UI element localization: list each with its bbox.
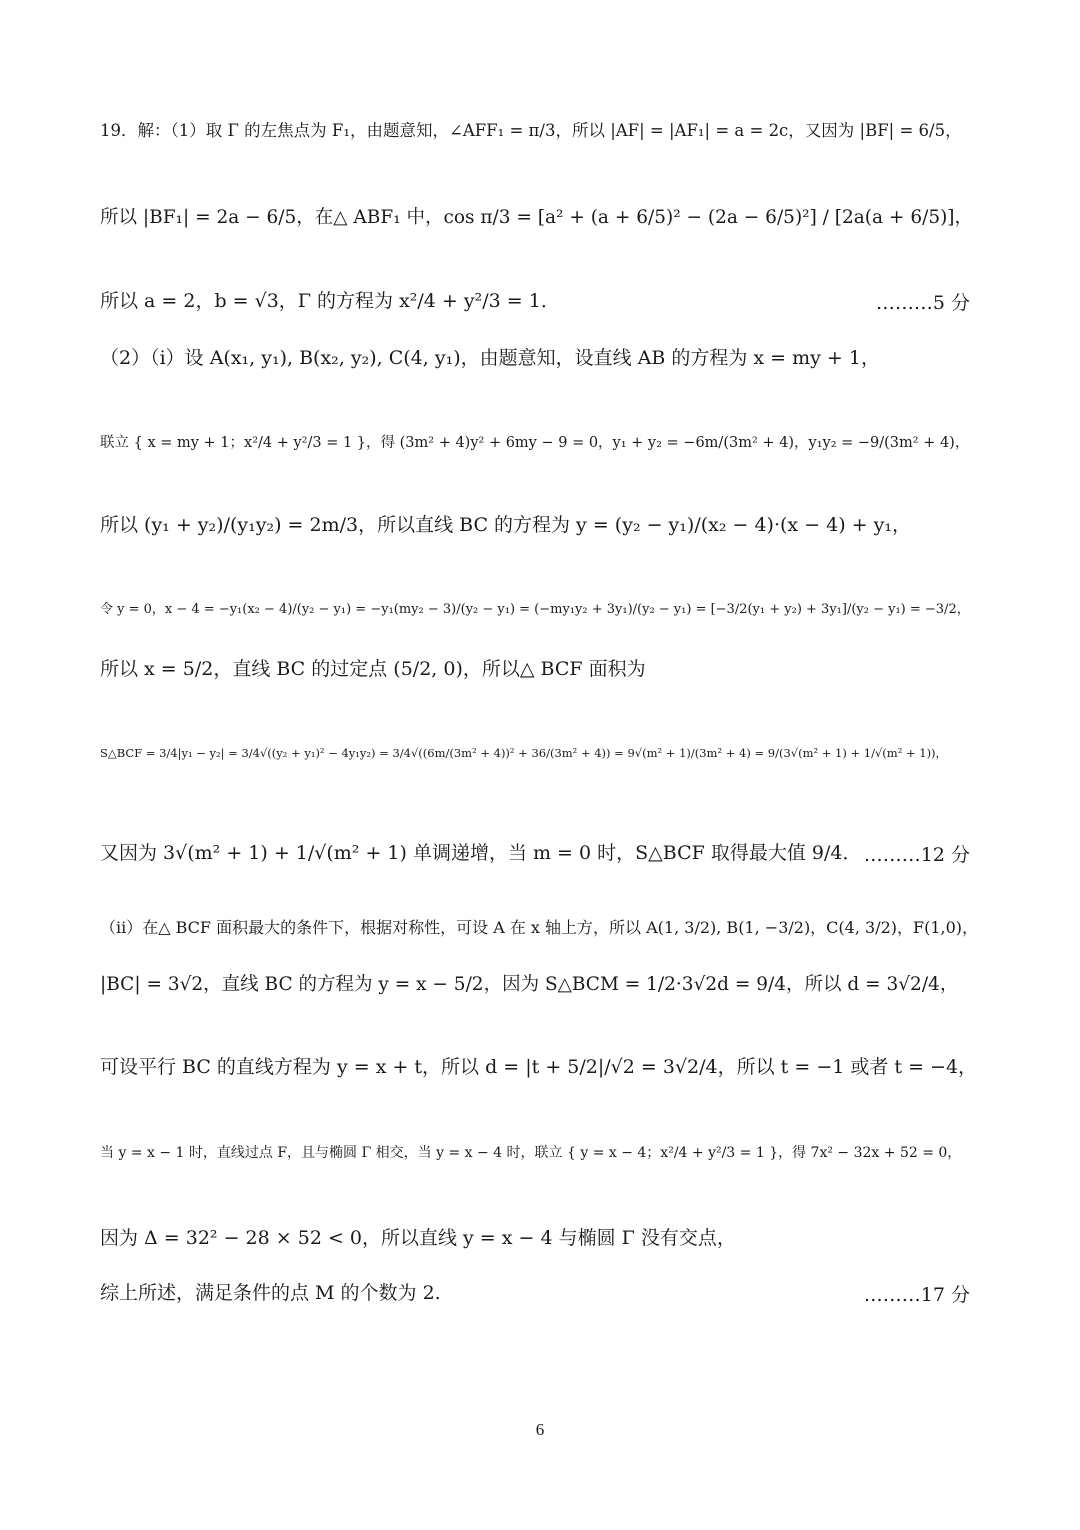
solution-line-6: 所以 (y₁ + y₂)/(y₁y₂) = 2m/3，所以直线 BC 的方程为 y = (y₂ − y₁)/(x₂ − 4)·(x − 4) + y₁， [100, 514, 911, 536]
solution-line-13: 可设平行 BC 的直线方程为 y = x + t，所以 d = |t + 5/2|/√2 = 3√2/4，所以 t = −1 或者 t = −4， [100, 1056, 978, 1078]
solution-line-12: |BC| = 3√2，直线 BC 的方程为 y = x − 5/2，因为 S△BCM = 1/2·3√2d = 9/4，所以 d = 3√2/4， [100, 974, 959, 995]
solution-line-8: 所以 x = 5/2，直线 BC 的过定点 (5/2, 0)，所以△ BCF 面积为 [100, 658, 646, 680]
solution-line-3: 所以 a = 2，b = √3，Γ 的方程为 x²/4 + y²/3 = 1． [100, 290, 560, 312]
score-mark-5: ………5 分 [875, 292, 970, 314]
score-mark-17: ………17 分 [863, 1284, 970, 1306]
solution-line-9: S△BCF = 3/4|y₁ − y₂| = 3/4√((y₂ + y₁)² − 4y₁y₂) = 3/4√((6m/(3m² + 4))² + 36/(3m² + 4)) = 9√(m² + 1)/(3m² + 4) = 9/(3√(m² + 1) + 1/√(m² + 1))， [100, 746, 948, 760]
solution-line-15: 因为 Δ = 32² − 28 × 52 < 0，所以直线 y = x − 4 与椭圆 Γ 没有交点， [100, 1227, 736, 1249]
solution-line-4: （2）（i）设 A(x₁, y₁), B(x₂, y₂), C(4, y₁)，由题意知，设直线 AB 的方程为 x = my + 1， [100, 347, 880, 369]
solution-line-2: 所以 |BF₁| = 2a − 6/5，在△ ABF₁ 中，cos π/3 = [a² + (a + 6/5)² − (2a − 6/5)²] / [2a(a + 6/5)]， [100, 207, 974, 228]
solution-line-7: 令 y = 0，x − 4 = −y₁(x₂ − 4)/(y₂ − y₁) = −y₁(my₂ − 3)/(y₂ − y₁) = (−my₁y₂ + 3y₁)/(y₂ − y₁) = [−3/2(y₁ + y₂) + 3y₁]/(y₂ − y₁) = −3/2， [100, 602, 970, 617]
solution-line-16: 综上所述，满足条件的点 M 的个数为 2. [100, 1282, 441, 1304]
score-mark-12: ………12 分 [863, 844, 970, 866]
solution-line-14: 当 y = x − 1 时，直线过点 F，且与椭圆 Γ 相交，当 y = x − 4 时，联立 { y = x − 4；x²/4 + y²/3 = 1 }，得 7x² − 32x + 52 = 0， [100, 1145, 962, 1161]
solution-line-1: 19．解：（1）取 Γ 的左焦点为 F₁，由题意知，∠AFF₁ = π/3，所以 |AF| = |AF₁| = a = 2c，又因为 |BF| = 6/5， [100, 121, 962, 140]
solution-line-11: （ii）在△ BCF 面积最大的条件下，根据对称性，可设 A 在 x 轴上方，所以 A(1, 3/2), B(1, −3/2)，C(4, 3/2)，F(1,0)， [100, 918, 979, 937]
solution-line-10: 又因为 3√(m² + 1) + 1/√(m² + 1) 单调递增，当 m = 0 时，S△BCF 取得最大值 9/4． [100, 842, 862, 864]
solution-line-5: 联立 { x = my + 1；x²/4 + y²/3 = 1 }，得 (3m² + 4)y² + 6my − 9 = 0，y₁ + y₂ = −6m/(3m² + 4)，y₁y₂ = −9/(3m² + 4)， [100, 435, 970, 451]
page-number: 6 [535, 1420, 545, 1439]
